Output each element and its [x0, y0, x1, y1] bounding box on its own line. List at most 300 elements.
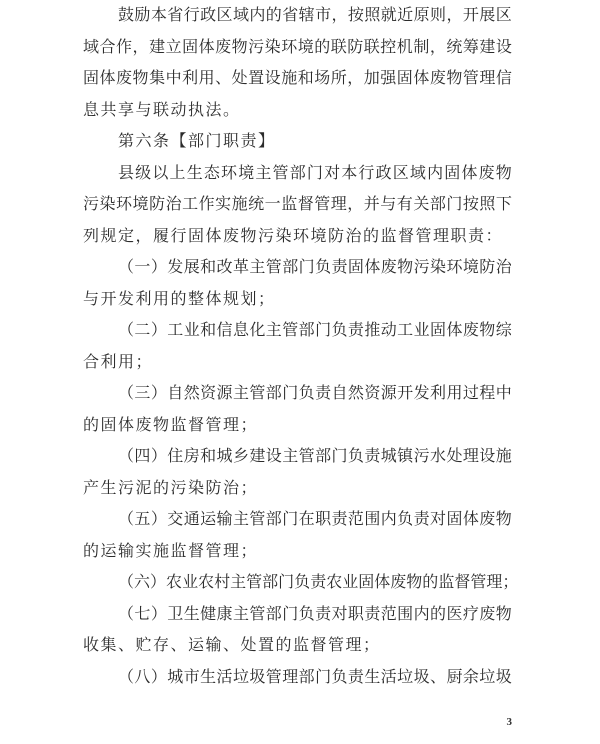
text-char: 主	[249, 259, 266, 277]
text-char: （	[118, 448, 135, 466]
text-char: 境	[462, 259, 479, 277]
text-char: 门	[282, 385, 299, 403]
text-char: 所	[330, 70, 347, 88]
text-char: 主	[232, 385, 249, 403]
text-char: 管	[298, 448, 315, 466]
text-char: 置	[248, 70, 265, 88]
text-char: 内	[380, 511, 397, 529]
text-line	[83, 0, 512, 32]
text-char: 部	[282, 259, 299, 277]
text-char: 市	[315, 7, 332, 24]
text-char: 废	[380, 259, 397, 277]
text-char: 污	[413, 259, 430, 277]
text-char: 开	[397, 385, 414, 403]
text-line: 列规定，履行固体废物污染环境防治的监督管理职责：	[83, 227, 504, 245]
text-char: 有	[396, 196, 413, 214]
text-char: 通	[183, 511, 200, 529]
text-char: 部	[298, 322, 315, 340]
text-char: 负	[347, 448, 364, 466]
text-char: 生	[364, 668, 381, 686]
text-char: 门	[282, 511, 299, 529]
text-char: 设	[264, 70, 281, 88]
text-char: 环	[221, 164, 238, 182]
text-char: 环	[116, 196, 133, 214]
text-char: 建	[479, 38, 496, 56]
text-line	[83, 567, 519, 599]
text-char: 息	[232, 322, 249, 340]
text-char: 理	[330, 196, 347, 214]
text-char: 门	[315, 668, 332, 686]
text-char: 自	[167, 385, 184, 403]
text-char: 管	[265, 668, 282, 686]
text-char: 业	[182, 574, 199, 592]
text-char: 部	[429, 196, 446, 214]
text-char: 建	[149, 38, 166, 56]
text-char: 制	[413, 38, 430, 56]
text-char: 厨	[446, 668, 463, 686]
text-char: 工	[397, 322, 414, 340]
text-char: ，	[347, 196, 364, 214]
text-char: 境	[297, 38, 314, 56]
text-char: 境	[238, 164, 255, 182]
text-char: 活	[380, 668, 397, 686]
text-char: ；	[502, 574, 519, 592]
text-char: 实	[215, 196, 232, 214]
text-char: 一	[264, 196, 281, 214]
text-char: 理	[479, 70, 496, 88]
text-char: 生	[186, 164, 203, 182]
text-char: 利	[182, 70, 199, 88]
text-char: 运	[200, 511, 217, 529]
text-char: 环	[281, 38, 298, 56]
text-char: 管	[249, 511, 266, 529]
text-char: 体	[461, 164, 478, 182]
text-char: 生	[183, 605, 200, 623]
text-char: 以	[152, 164, 169, 182]
text-char: 染	[430, 259, 447, 277]
text-char: 主	[232, 511, 249, 529]
text-char: 责	[315, 605, 332, 623]
text-char: 行	[183, 7, 200, 24]
text-char: 中	[165, 70, 182, 88]
text-char: 活	[216, 668, 233, 686]
text-char: 一	[134, 259, 151, 277]
text-char: ，	[446, 7, 463, 24]
text-char: 和	[200, 448, 217, 466]
text-char: 城	[216, 448, 233, 466]
text-char: 处	[446, 448, 463, 466]
text-char: 监	[438, 574, 455, 592]
text-char: 督	[454, 574, 471, 592]
text-line: 第六条【部门职责】	[118, 133, 276, 151]
text-char: 体	[413, 70, 430, 88]
text-char: 范	[380, 605, 397, 623]
text-char: 门	[306, 164, 323, 182]
text-char: 余	[462, 668, 479, 686]
text-char: 职	[315, 511, 332, 529]
text-char: ，	[331, 7, 348, 24]
text-char: 部	[265, 385, 282, 403]
text-char: 五	[134, 511, 151, 529]
text-char: 责	[331, 259, 348, 277]
text-char: 域	[232, 7, 249, 24]
text-char: 统	[446, 38, 463, 56]
text-char: 关	[413, 196, 430, 214]
text-line	[83, 662, 512, 694]
text-char: 发	[167, 259, 184, 277]
text-char: 固	[396, 70, 413, 88]
text-char: 施	[231, 196, 248, 214]
text-char: 资	[364, 385, 381, 403]
text-char: 二	[134, 322, 151, 340]
text-char: 门	[278, 574, 295, 592]
text-line	[83, 504, 512, 536]
text-char: 固	[430, 322, 447, 340]
text-char: 发	[413, 385, 430, 403]
text-char: 区	[216, 7, 233, 24]
text-char: 域	[83, 38, 100, 56]
text-char: 政	[200, 7, 217, 24]
text-char: 染	[264, 38, 281, 56]
text-char: 废	[429, 70, 446, 88]
text-char: 体	[462, 511, 479, 529]
text-char: 主	[265, 322, 282, 340]
text-char: 固	[347, 259, 364, 277]
text-char: 机	[396, 38, 413, 56]
text-char: 工	[182, 196, 199, 214]
text-char: 物	[132, 70, 149, 88]
text-char: 鼓	[118, 7, 135, 24]
text-char: 责	[310, 574, 327, 592]
text-char: 在	[298, 511, 315, 529]
text-char: 四	[134, 448, 151, 466]
text-char: （	[118, 385, 135, 403]
text-line	[83, 599, 512, 631]
text-char: 物	[406, 574, 423, 592]
text-char: 自	[331, 385, 348, 403]
text-char: 固	[83, 70, 100, 88]
text-char: 源	[380, 385, 397, 403]
text-char: 域	[409, 164, 426, 182]
text-char: 房	[183, 448, 200, 466]
text-char: 业	[413, 322, 430, 340]
text-char: 然	[183, 385, 200, 403]
text-char: 责	[364, 605, 381, 623]
text-char: 负	[294, 574, 311, 592]
text-char: 污	[83, 196, 100, 214]
text-char: 城	[380, 448, 397, 466]
text-char: 照	[479, 196, 496, 214]
text-char: 管	[462, 70, 479, 88]
text-char: 照	[364, 7, 381, 24]
text-char: （	[118, 322, 135, 340]
text-char: 城	[167, 668, 184, 686]
text-char: 革	[232, 259, 249, 277]
text-char: 展	[183, 259, 200, 277]
text-char: 然	[347, 385, 364, 403]
text-char: 就	[380, 7, 397, 24]
text-char: 施	[495, 448, 512, 466]
text-char: 责	[413, 511, 430, 529]
text-char: 集	[149, 70, 166, 88]
text-line: 合利用；	[83, 353, 154, 371]
text-char: 环	[446, 259, 463, 277]
text-char: 对	[331, 605, 348, 623]
text-char: 责	[315, 385, 332, 403]
text-char: 监	[281, 196, 298, 214]
text-char: ，	[429, 38, 446, 56]
text-char: （	[118, 259, 135, 277]
text-char: 程	[479, 385, 496, 403]
text-line: 的运输实施监督管理；	[83, 542, 259, 560]
text-char: 体	[364, 259, 381, 277]
text-char: 境	[132, 196, 149, 214]
text-char: ）	[150, 605, 167, 623]
text-char: 六	[134, 574, 151, 592]
text-char: 联	[330, 38, 347, 56]
text-line: 息共享与联动执法。	[83, 101, 241, 119]
text-char: 的	[314, 38, 331, 56]
text-char: 生	[200, 668, 217, 686]
text-line: 产生污泥的污染防治；	[83, 479, 259, 497]
text-char: 按	[462, 196, 479, 214]
text-char: 建	[249, 448, 266, 466]
text-line	[83, 252, 512, 284]
text-char: 七	[134, 605, 151, 623]
text-char: 垃	[397, 668, 414, 686]
text-char: 范	[347, 511, 364, 529]
text-line: 与开发利用的整体规划；	[83, 290, 276, 308]
text-char: 开	[462, 7, 479, 24]
text-char: 门	[331, 448, 348, 466]
text-char: 过	[462, 385, 479, 403]
text-char: 联	[363, 38, 380, 56]
text-char: 固	[446, 511, 463, 529]
text-char: 场	[314, 70, 331, 88]
text-char: 住	[167, 448, 184, 466]
text-line	[83, 315, 512, 347]
text-char: 卫	[167, 605, 184, 623]
text-char: 责	[347, 322, 364, 340]
text-char: 推	[364, 322, 381, 340]
text-char: ）	[150, 668, 167, 686]
text-char: 加	[363, 70, 380, 88]
text-char: 体	[374, 574, 391, 592]
text-char: 污	[413, 448, 430, 466]
text-char: 处	[231, 70, 248, 88]
text-char: 对	[430, 511, 447, 529]
text-char: 防	[149, 196, 166, 214]
text-char: ）	[150, 511, 167, 529]
text-char: 物	[495, 164, 512, 182]
text-char: 管	[272, 164, 289, 182]
text-char: 物	[397, 259, 414, 277]
text-char: 内	[427, 164, 444, 182]
text-char: 省	[282, 7, 299, 24]
text-char: 农	[326, 574, 343, 592]
text-char: ）	[150, 385, 167, 403]
text-char: 和	[200, 259, 217, 277]
text-char: 管	[470, 574, 487, 592]
text-char: 门	[282, 605, 299, 623]
text-char: 体	[198, 38, 215, 56]
text-char: 化	[249, 322, 266, 340]
text-char: ）	[150, 322, 167, 340]
text-char: 展	[479, 7, 496, 24]
text-char: 利	[430, 385, 447, 403]
text-char: 信	[495, 70, 512, 88]
text-char: 业	[183, 322, 200, 340]
text-char: 原	[413, 7, 430, 24]
text-char: 区	[495, 7, 512, 24]
text-char: 体	[446, 322, 463, 340]
text-char: 主	[232, 605, 249, 623]
text-char: 主	[230, 574, 247, 592]
text-char: 围	[364, 511, 381, 529]
text-line	[83, 158, 512, 190]
text-char: 理	[486, 574, 503, 592]
text-char: 工	[167, 322, 184, 340]
text-char: 废	[479, 605, 496, 623]
text-char: 下	[495, 196, 512, 214]
text-char: 围	[397, 605, 414, 623]
text-char: 管	[249, 385, 266, 403]
text-char: 污	[248, 38, 265, 56]
text-char: 上	[169, 164, 186, 182]
text-char: 物	[495, 605, 512, 623]
text-char: 管	[314, 196, 331, 214]
text-char: 用	[198, 70, 215, 88]
text-char: 设	[495, 38, 512, 56]
text-char: 医	[446, 605, 463, 623]
text-char: 和	[200, 322, 217, 340]
text-char: 业	[342, 574, 359, 592]
text-line	[83, 189, 512, 221]
text-char: ）	[150, 574, 167, 592]
text-line: 的固体废物监督管理；	[83, 416, 259, 434]
text-char: 区	[392, 164, 409, 182]
text-char: 三	[134, 385, 151, 403]
text-char: 村	[214, 574, 231, 592]
text-char: 乡	[232, 448, 249, 466]
text-char: （	[118, 605, 135, 623]
text-char: 内	[413, 605, 430, 623]
text-char: 的	[430, 605, 447, 623]
text-char: 本	[150, 7, 167, 24]
text-char: 废	[215, 38, 232, 56]
text-char: 级	[135, 164, 152, 182]
text-char: 部	[315, 448, 332, 466]
text-char: 责	[364, 448, 381, 466]
page-number: 3	[506, 716, 512, 728]
text-char: 负	[298, 605, 315, 623]
text-char: ）	[150, 448, 167, 466]
text-line	[83, 378, 512, 410]
text-char: 用	[446, 385, 463, 403]
text-char: 体	[99, 70, 116, 88]
text-char: 疗	[462, 605, 479, 623]
text-char: 对	[324, 164, 341, 182]
text-char: 市	[183, 668, 200, 686]
text-char: 励	[134, 7, 151, 24]
text-line	[83, 32, 512, 64]
text-char: 管	[246, 574, 263, 592]
text-char: 负	[397, 511, 414, 529]
text-char: 部	[262, 574, 279, 592]
text-char: 改	[216, 259, 233, 277]
text-char: 资	[200, 385, 217, 403]
text-char: 水	[430, 448, 447, 466]
text-char: 主	[282, 448, 299, 466]
text-char: 固	[182, 38, 199, 56]
text-char: 农	[166, 574, 183, 592]
text-char: 行	[358, 164, 375, 182]
text-char: 设	[479, 448, 496, 466]
text-char: 施	[281, 70, 298, 88]
text-char: 内	[249, 7, 266, 24]
text-char: 本	[341, 164, 358, 182]
text-char: 按	[347, 7, 364, 24]
text-char: ，	[347, 70, 364, 88]
text-char: 物	[446, 70, 463, 88]
text-char: 固	[444, 164, 461, 182]
text-char: 统	[248, 196, 265, 214]
text-char: 设	[265, 448, 282, 466]
text-char: 垃	[479, 668, 496, 686]
text-char: 物	[479, 322, 496, 340]
text-char: 合	[99, 38, 116, 56]
text-char: 源	[216, 385, 233, 403]
text-char: 责	[331, 511, 348, 529]
text-char: 县	[118, 164, 135, 182]
text-char: 门	[446, 196, 463, 214]
text-char: 中	[495, 385, 512, 403]
text-char: 废	[116, 70, 133, 88]
text-char: 镇	[397, 448, 414, 466]
text-char: 负	[315, 259, 332, 277]
text-char: 废	[479, 511, 496, 529]
text-char: 康	[216, 605, 233, 623]
text-char: 动	[380, 322, 397, 340]
text-line: 收集、贮存、运输、处置的监督管理；	[83, 637, 381, 655]
text-char: 健	[200, 605, 217, 623]
text-char: 废	[462, 322, 479, 340]
text-char: 垃	[232, 668, 249, 686]
text-char: 门	[298, 259, 315, 277]
text-char: 圾	[249, 668, 266, 686]
document-body	[83, 0, 519, 693]
text-char: 和	[297, 70, 314, 88]
text-char: ，	[132, 38, 149, 56]
text-char: 防	[479, 259, 496, 277]
text-char: 农	[198, 574, 215, 592]
text-char: 圾	[495, 668, 512, 686]
text-char: 部	[298, 668, 315, 686]
text-char: 治	[165, 196, 182, 214]
text-char: 控	[380, 38, 397, 56]
text-char: 、	[215, 70, 232, 88]
text-char: 负	[298, 385, 315, 403]
text-char: 近	[397, 7, 414, 24]
text-char: 主	[255, 164, 272, 182]
text-char: 物	[231, 38, 248, 56]
text-char: 八	[134, 668, 151, 686]
text-char: （	[118, 511, 135, 529]
text-char: 辖	[298, 7, 315, 24]
text-char: 与	[380, 196, 397, 214]
text-char: 职	[347, 605, 364, 623]
text-char: 政	[375, 164, 392, 182]
